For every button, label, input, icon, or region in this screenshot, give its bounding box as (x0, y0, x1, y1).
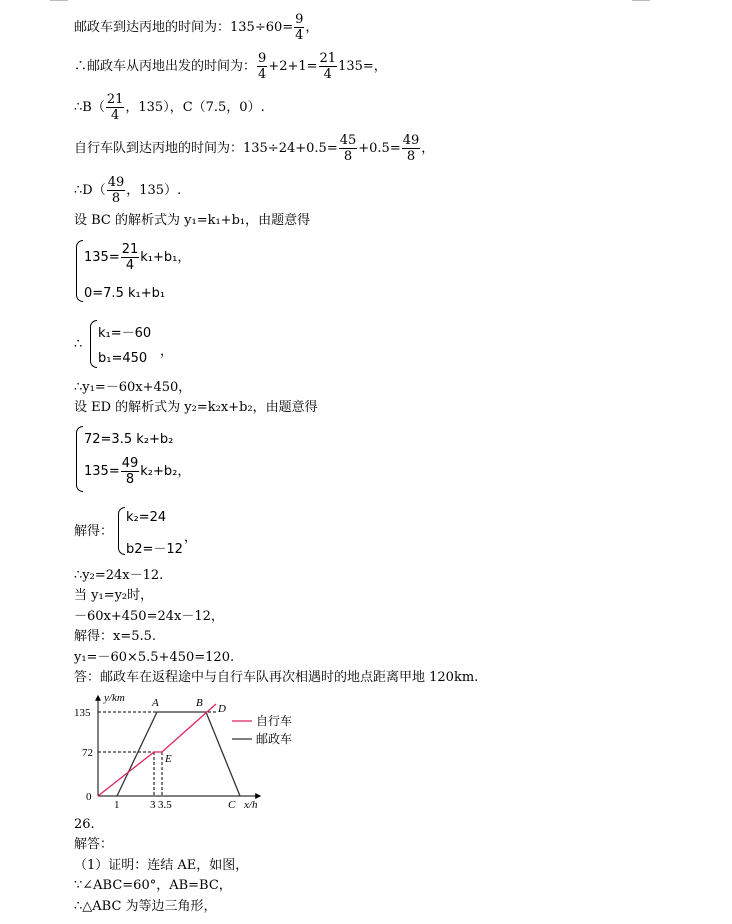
text-line-20: ∵∠ABC=60°，AB=BC， (74, 878, 232, 893)
text-line-17: 26. (74, 817, 95, 832)
line-2-text: ∴邮政车从丙地出发的时间为： (74, 59, 257, 74)
point-label-d: D (218, 703, 226, 715)
fraction (402, 133, 421, 164)
line-2-tail: 135=， (338, 59, 387, 74)
equation-system-2-comma: ， (160, 344, 174, 359)
equation-system-4-row-2: b2=－12 (126, 542, 183, 557)
denominator: 4 (258, 67, 267, 82)
text-line-3 (74, 92, 265, 123)
line-1-tail: ， (305, 20, 319, 35)
text-line-12: 当 y₁=y₂时， (74, 588, 154, 603)
text-line-21: ∴△ABC 为等边三角形， (74, 899, 217, 914)
numerator: 21 (319, 51, 337, 66)
bicycle-path (98, 704, 216, 796)
denominator: 4 (125, 258, 135, 273)
text-line-15: y₁=－60×5.5+450=120. (74, 650, 235, 665)
text-line-8: ∴y₁=－60x+450， (74, 380, 192, 395)
text-line-19: （1）证明：连结 AE，如图， (74, 858, 249, 873)
fraction (294, 12, 304, 43)
x-axis-label: x/h (244, 799, 258, 811)
equation-system-2-row-2: b₁=450 (98, 351, 148, 366)
line-4-mid: +0.5= (358, 141, 401, 156)
origin-label: 0 (86, 791, 92, 803)
fraction (106, 92, 125, 123)
mail-truck-path (117, 712, 240, 796)
y-tick-135: 135 (74, 707, 91, 719)
text-line-13: －60x+450=24x－12， (74, 609, 224, 624)
line-2-mid: +2+1= (268, 59, 318, 74)
equation-system-4-row-1: k₂=24 (126, 510, 167, 525)
text-line-18: 解答： (74, 837, 114, 852)
denominator: 8 (111, 191, 121, 206)
distance-time-graph (74, 690, 334, 814)
fraction (257, 51, 267, 82)
numerator: 9 (295, 12, 304, 27)
legend-mail-label: 邮政车 (256, 732, 293, 746)
fraction (319, 51, 338, 82)
x-tick-3: 3 (150, 799, 156, 811)
text-line-11: ∴y₂=24x－12. (74, 568, 164, 583)
fraction (121, 456, 140, 487)
numerator: 45 (339, 133, 357, 148)
equation-system-4-comma: ， (184, 530, 198, 545)
denominator: 4 (110, 108, 120, 123)
line-3-text: ∴B（ (74, 100, 105, 115)
equation-system-3-row-1: 72=3.5 k₂+b₂ (84, 432, 174, 447)
equation-system-3-row-2: 135= $\frac{49}{8}$ k₂+b₂， (84, 456, 191, 487)
line-1-text: 邮政车到达丙地的时间为：135÷60= (74, 20, 294, 35)
page-corner-mark-right (632, 0, 650, 1)
numerator: 49 (402, 133, 420, 148)
denominator: 4 (295, 28, 304, 43)
numerator: 21 (106, 92, 124, 107)
line-4-text: 自行车队到达丙地的时间为：135÷24+0.5= (74, 141, 338, 156)
point-label-b: B (196, 697, 203, 709)
x-tick-3-5: 3.5 (158, 799, 172, 811)
denominator: 8 (406, 149, 416, 164)
numerator: 21 (121, 242, 139, 257)
text-line-5 (74, 175, 181, 206)
system-brace (76, 240, 83, 302)
numerator: 49 (107, 175, 125, 190)
page-corner-mark-left (50, 0, 68, 1)
line-5-text: ∴D（ (74, 183, 106, 198)
denominator: 8 (125, 472, 135, 487)
text-line-16: 答：邮政车在返程途中与自行车队再次相遇时的地点距离甲地 120km. (74, 670, 479, 685)
point-label-c: C (228, 799, 236, 811)
system-brace (76, 426, 83, 492)
fraction (339, 133, 358, 164)
system-brace (90, 320, 97, 368)
equation-system-1-row-1: 135= $\frac{21}{4}$ k₁+b₁， (84, 242, 191, 273)
line-3-tail: ，135），C（7.5，0）. (125, 100, 265, 115)
legend-bike-label: 自行车 (256, 714, 293, 728)
numerator: 49 (121, 456, 139, 471)
denominator: 4 (323, 67, 332, 82)
text-line-2 (74, 51, 387, 82)
denominator: 8 (343, 149, 353, 164)
text-line-4 (74, 133, 434, 164)
point-label-e: E (165, 753, 172, 765)
text-line-14: 解得：x=5.5. (74, 629, 157, 644)
line-5-tail: ，135）. (126, 183, 182, 198)
y-tick-72: 72 (82, 747, 93, 759)
equation-system-2-row-1: k₁=－60 (98, 326, 152, 341)
fraction (107, 175, 126, 206)
fraction (121, 242, 140, 273)
text-line-9: 设 ED 的解析式为 y₂=k₂x+b₂，由题意得 (74, 400, 318, 415)
line-4-tail: ， (421, 141, 435, 156)
point-label-a: A (152, 697, 159, 709)
equation-system-1-row-2: 0=7.5 k₁+b₁ (84, 286, 166, 301)
text-line-6: 设 BC 的解析式为 y₁=k₁+b₁，由题意得 (74, 213, 311, 228)
y-axis-label: y/km (104, 692, 125, 704)
numerator: 9 (258, 51, 267, 66)
text-line-1 (74, 12, 318, 43)
x-tick-1: 1 (114, 799, 120, 811)
therefore-symbol: ∴ (74, 337, 83, 352)
solve-label: 解得： (74, 524, 114, 539)
system-brace (118, 507, 125, 555)
